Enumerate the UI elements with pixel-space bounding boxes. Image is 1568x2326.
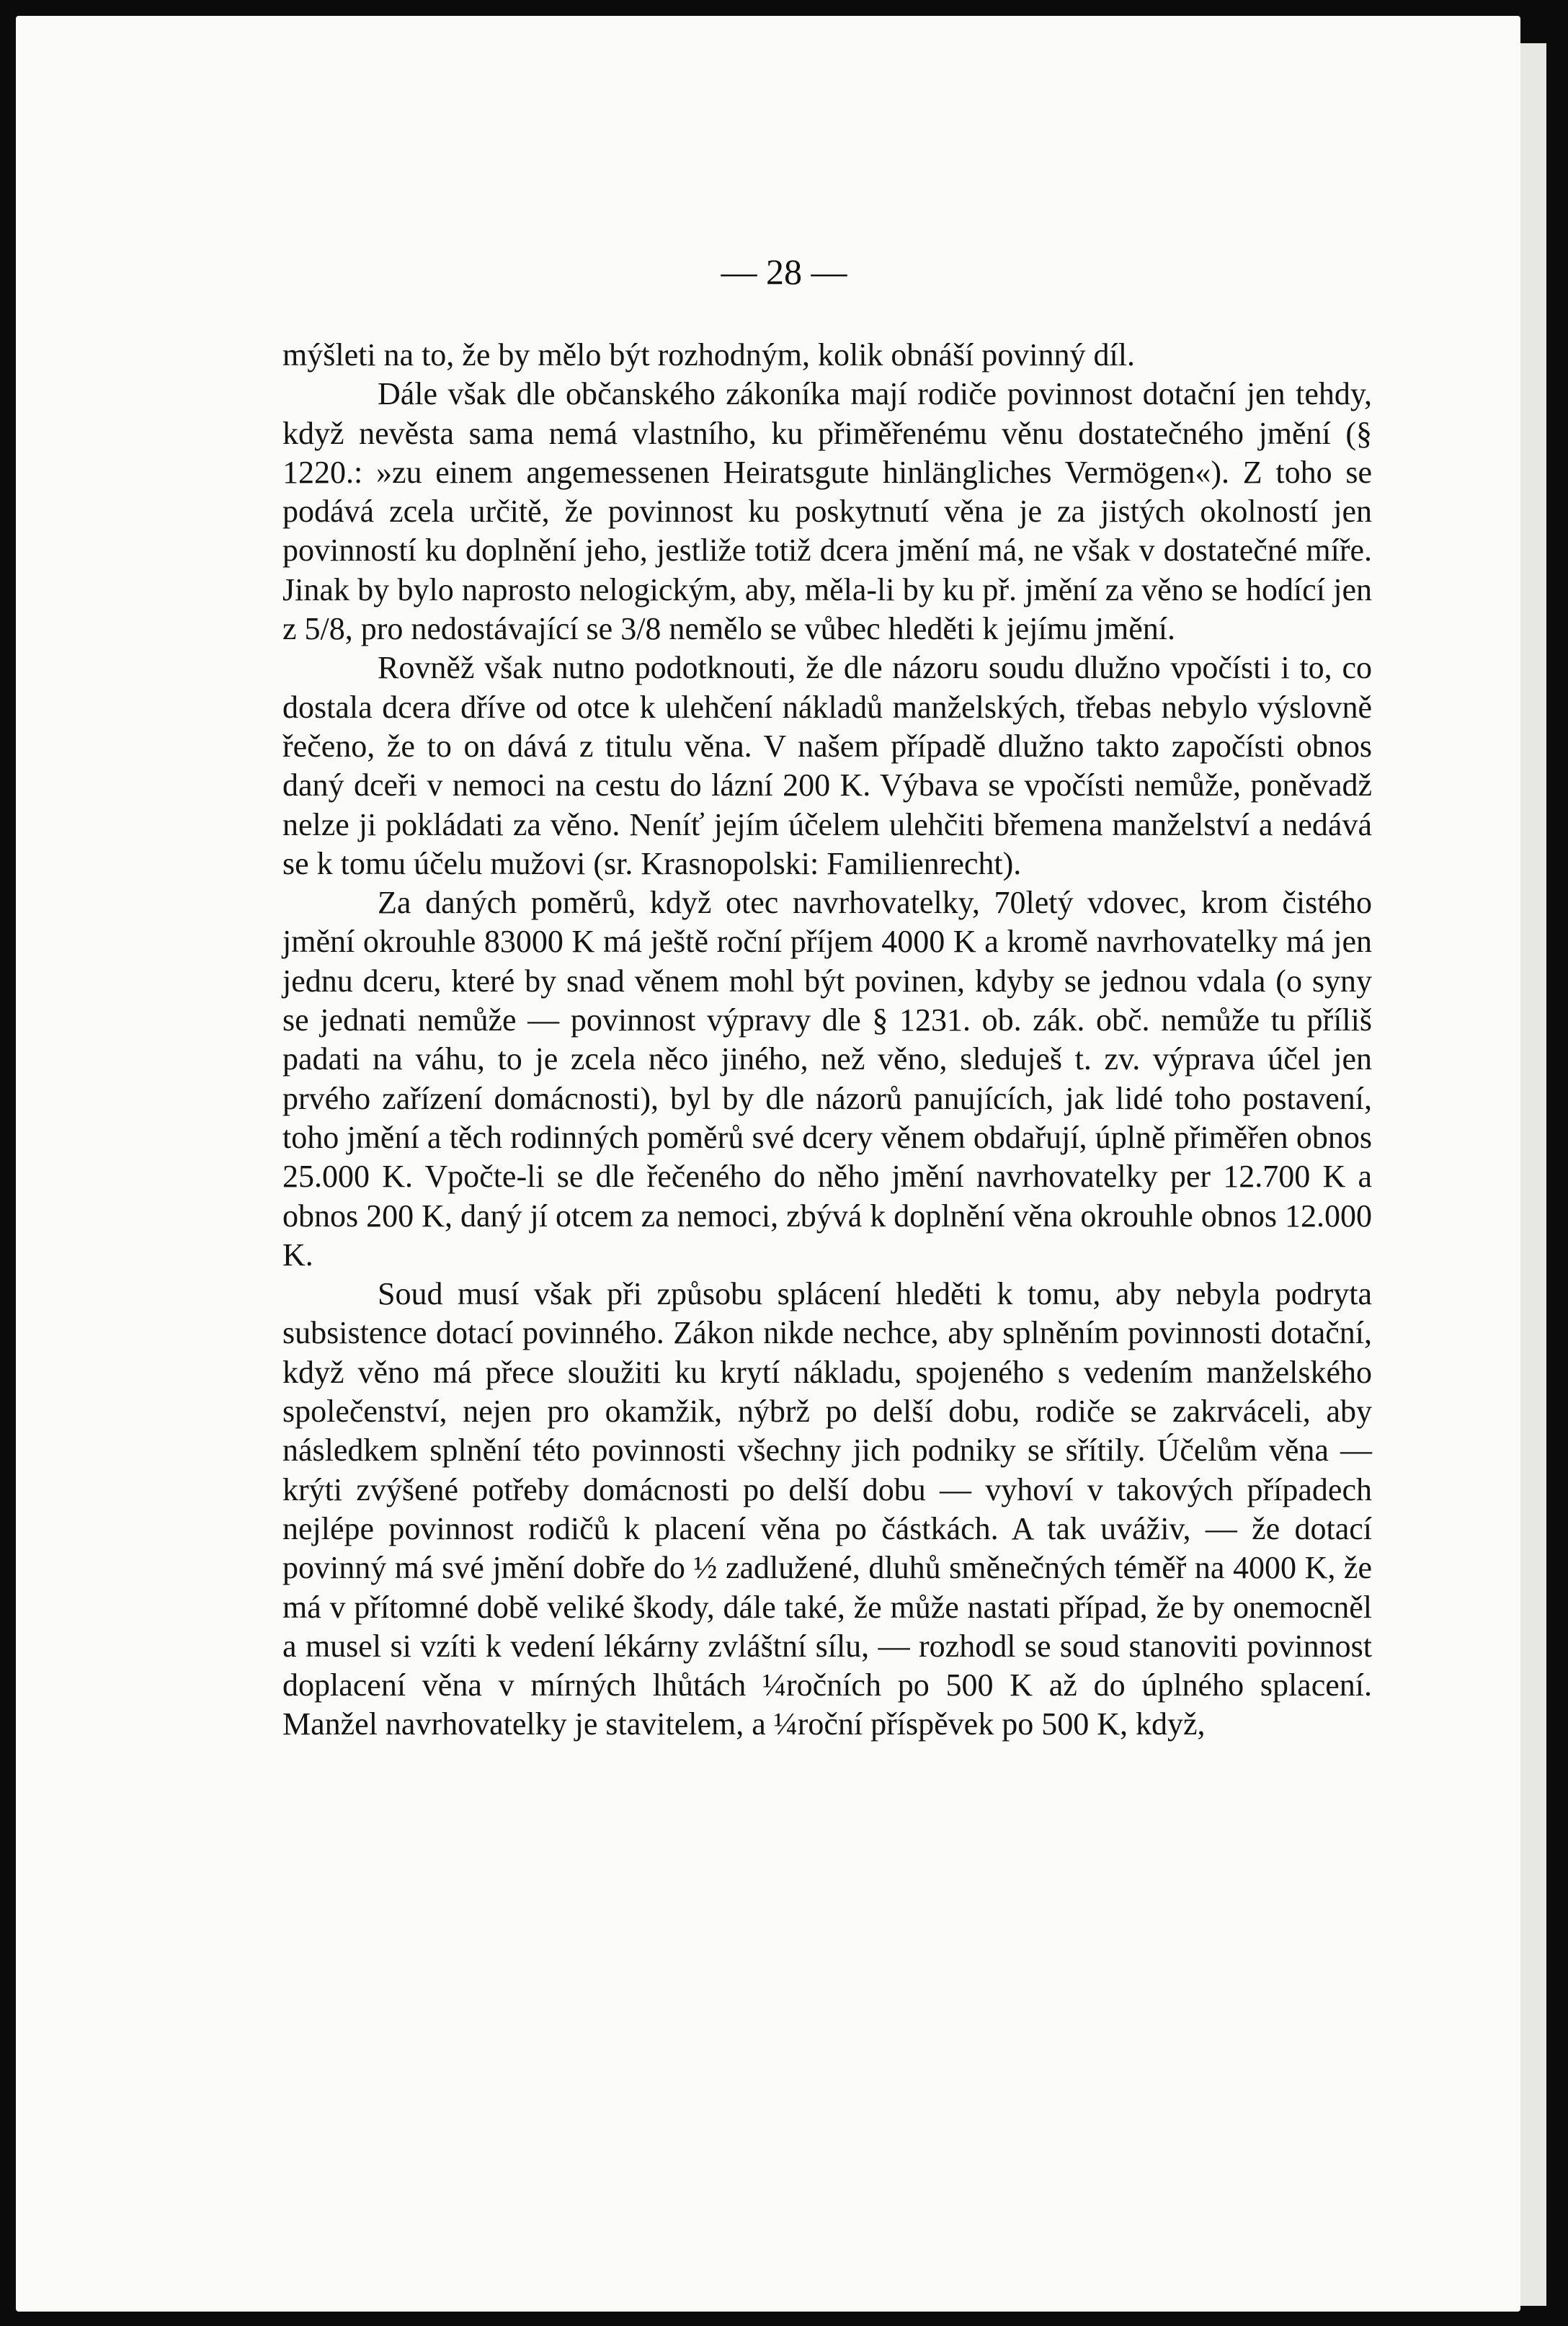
paragraph: Soud musí však při způsobu splácení hleděti k tomu, aby nebyla podryta subsistence dotací povinného. Zákon nikde nechce, aby splněním povinnosti dotační, když věno má přece sloužiti ku krytí nákladu, spojeného s vedením manželského společenství, nejen pro okamžik, nýbrž po delší dobu, rodiče se zakrváceli, aby následkem splnění této povinnosti všechny jich podniky se sřítily. Účelům věna — krýti zvýšené potřeby domácnosti po delší dobu — vyhoví v takových případech nejlépe povinnost rodičů k placení věna po částkách. A tak uváživ, — že dotací povinný má své jmění dobře do ½ zadlužené, dluhů směnečných téměř na 4000 K, že má v přítomné době veliké škody, dále také, že může nastati případ, že by onemocněl a musel si vzíti k vedení lékárny zvláštní sílu, — rozhodl se soud stanoviti povinnost doplacení věna v mírných lhůtách ¼ročních po 500 K až do úplného splacení. Manžel navrhovatelky je stavitelem, a ¼roční příspěvek po 500 K, když,	[282, 1276, 1372, 1742]
paragraph: mýšleti na to, že by mělo být rozhodným, kolik obnáší povinný díl.	[282, 337, 1135, 373]
paragraph: Rovněž však nutno podotknouti, že dle názoru soudu dlužno vpočísti i to, co dostala dcera dříve od otce k ulehčení nákladů manželských, třebas nebylo výslovně řečeno, že to on dává z titulu věna. V našem případě dlužno takto započísti obnos daný dceři v nemoci na cestu do lázní 200 K. Výbava se vpočísti nemůže, poněvadž nelze ji pokládati za věno. Neníť jejím účelem ulehčiti břemena manželství a nedává se k tomu účelu mužovi (sr. Krasnopolski: Familienrecht).	[282, 650, 1372, 881]
paragraph: Za daných poměrů, když otec navrhovatelky, 70letý vdovec, krom čistého jmění okrouhle 83000 K má ještě roční příjem 4000 K a kromě navrhovatelky má jen jednu dceru, které by snad věnem mohl být povinen, kdyby se jednou vdala (o syny se jednati nemůže — povinnost výpravy dle § 1231. ob. zák. obč. nemůže tu příliš padati na váhu, to je zcela něco jiného, než věno, sleduješ t. zv. výprava účel jen prvého zařízení domácnosti), byl by dle názorů panujících, jak lidé toho postavení, toho jmění a těch rodinných poměrů své dcery věnem obdařují, úplně přiměřen obnos 25.000 K. Vpočte-li se dle řečeného do něho jmění navrhovatelky per 12.700 K a obnos 200 K, daný jí otcem za nemoci, zbývá k doplnění věna okrouhle obnos 12.000 K.	[282, 885, 1372, 1273]
body-text	[282, 336, 1372, 1744]
page-number: — 28 —	[721, 251, 847, 292]
page-edge	[1520, 43, 1546, 2306]
paragraph: Dále však dle občanského zákoníka mají rodiče povinnost dotační jen tehdy, když nevěsta sama nemá vlastního, ku přiměřenému věnu dostatečného jmění (§ 1220.: »zu einem angemessenen Heiratsgute hinlängliches Vermögen«). Z toho se podává zcela určitě, že povinnost ku poskytnutí věna je za jistých okolností jen povinností ku doplnění jeho, jestliže totiž dcera jmění má, ne však v dostatečné míře. Jinak by bylo naprosto nelogickým, aby, měla-li by ku př. jmění za věno se hodící jen z 5/8, pro nedostávající se 3/8 nemělo se vůbec hleděti k jejímu jmění.	[282, 376, 1372, 647]
